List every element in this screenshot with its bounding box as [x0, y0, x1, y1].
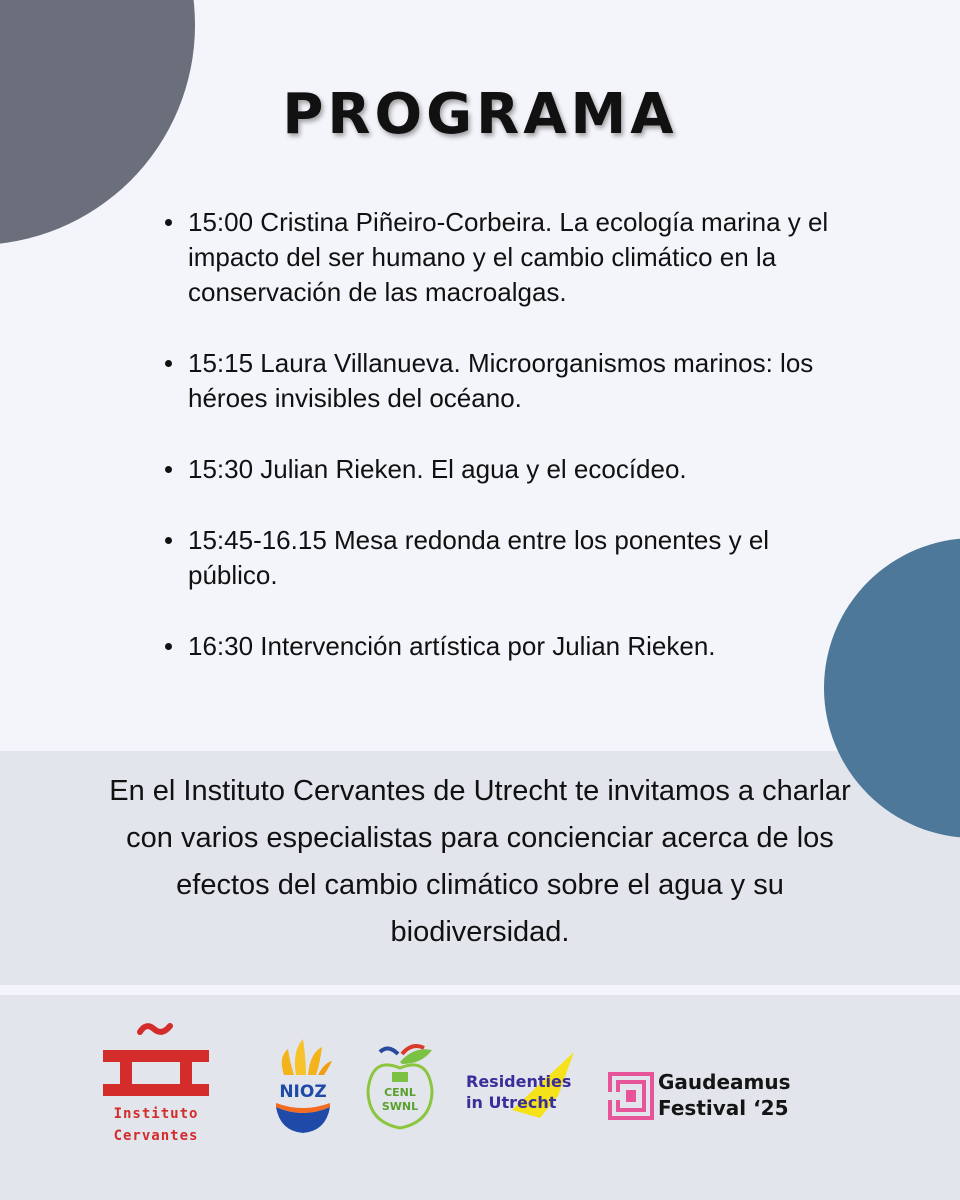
cenl-swnl-logo: [362, 1040, 438, 1132]
gaudeamus-maze-icon: [608, 1072, 654, 1120]
nioz-logo: [272, 1035, 334, 1135]
program-item: 15:45-16.15 Mesa redonda entre los ponentes y el público.: [165, 523, 865, 593]
cenl-line2: SWNL: [381, 1100, 419, 1113]
gaudeamus-line2: Festival ‘25: [658, 1096, 789, 1120]
program-list: [165, 205, 865, 700]
residenties-line2: in Utrecht: [466, 1093, 557, 1112]
cervantes-line1: Instituto: [113, 1106, 199, 1122]
residenties-logo: [462, 1050, 592, 1120]
program-item: 15:30 Julian Rieken. El agua y el ecocídeo.: [165, 452, 865, 487]
program-item: 15:00 Cristina Piñeiro-Corbeira. La ecología marina y el impacto del ser humano y el cambio climático en la conservación de las macroalgas.: [165, 205, 865, 310]
residenties-line1: Residenties: [466, 1072, 572, 1091]
cervantes-line2: Cervantes: [113, 1128, 199, 1144]
program-item: 16:30 Intervención artística por Julian Rieken.: [165, 629, 865, 664]
invitation-text: En el Instituto Cervantes de Utrecht te invitamos a charlar con varios especialistas para concienciar acerca de los efectos del cambio climático sobre el agua y su biodiversidad.: [109, 775, 851, 948]
gaudeamus-line1: Gaudeamus: [658, 1070, 791, 1094]
program-item: 15:15 Laura Villanueva. Microorganismos marinos: los héroes invisibles del océano.: [165, 346, 865, 416]
instituto-cervantes-logo: [100, 1020, 212, 1150]
gaudeamus-logo: [608, 1066, 818, 1126]
cenl-line1: CENL: [384, 1086, 416, 1099]
page-title: PROGRAMA: [282, 82, 678, 147]
cervantes-emblem-icon: [100, 1020, 212, 1100]
nioz-label: NIOZ: [279, 1082, 327, 1102]
